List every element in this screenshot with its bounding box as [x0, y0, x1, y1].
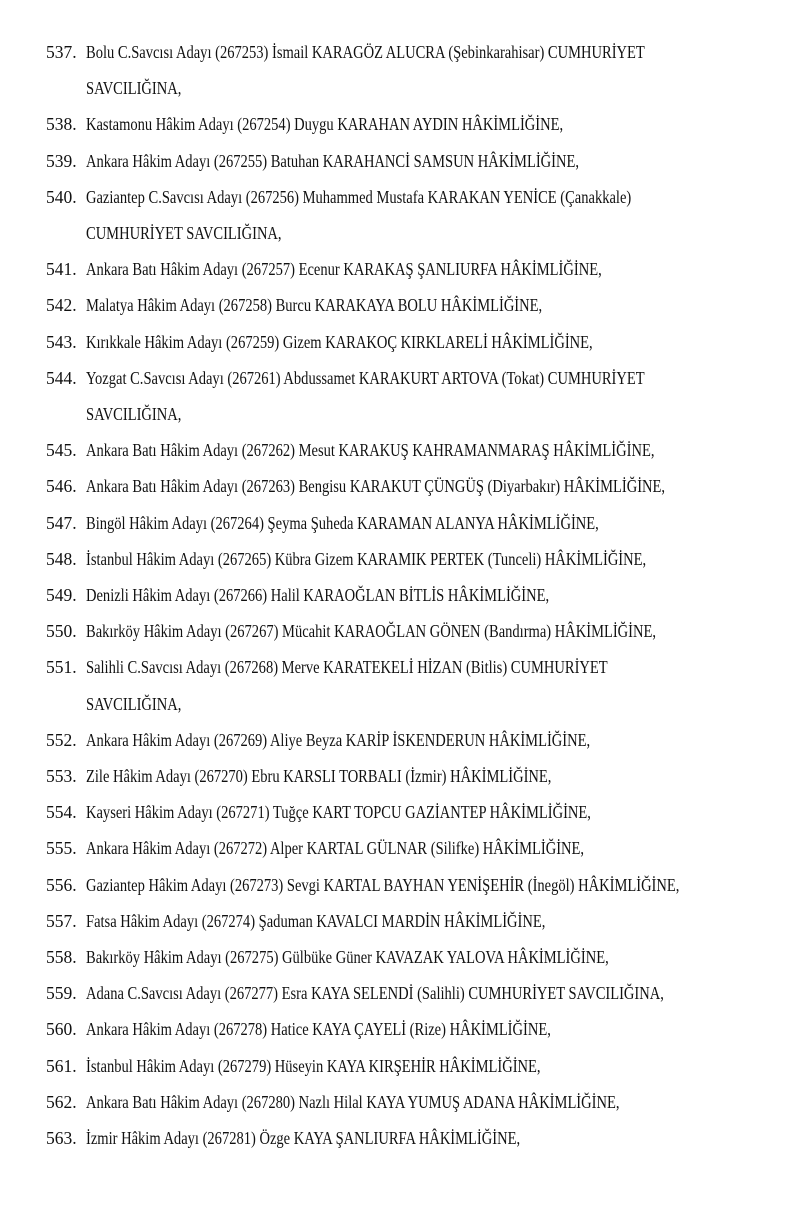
- item-number: 555.: [46, 838, 77, 859]
- item-text-line: Gaziantep Hâkim Adayı (267273) Sevgi KARTAL BAYHAN YENİŞEHİR (İnegöl) HÂKİMLİĞİNE,: [86, 874, 680, 895]
- item-text-line: Bingöl Hâkim Adayı (267264) Şeyma Şuheda KARAMAN ALANYA HÂKİMLİĞİNE,: [86, 512, 599, 533]
- item-number: 547.: [46, 512, 77, 533]
- item-text: [86, 1056, 659, 1076]
- item-number: 563.: [46, 1128, 77, 1148]
- item-text: [86, 332, 659, 352]
- item-number: 551.: [46, 657, 77, 678]
- item-number: 548.: [46, 548, 77, 569]
- item-text-line: Salihli C.Savcısı Adayı (267268) Merve KARATEKELİ HİZAN (Bitlis) CUMHURİYET: [86, 657, 608, 678]
- item-number: 559.: [46, 983, 77, 1004]
- item-number: 554.: [46, 802, 77, 823]
- item-text-line: Malatya Hâkim Adayı (267258) Burcu KARAKAYA BOLU HÂKİMLİĞİNE,: [86, 295, 543, 316]
- item-text: [86, 911, 659, 931]
- item-number: 540.: [46, 186, 77, 207]
- item-text: [86, 802, 659, 822]
- item-number: 542.: [46, 295, 77, 316]
- item-text: [86, 187, 659, 243]
- item-text: [86, 440, 659, 460]
- item-text-line: Fatsa Hâkim Adayı (267274) Şaduman KAVALCI MARDİN HÂKİMLİĞİNE,: [86, 910, 546, 931]
- item-number: 562.: [46, 1091, 77, 1112]
- item-text-line: Ankara Batı Hâkim Adayı (267257) Ecenur KARAKAŞ ŞANLIURFA HÂKİMLİĞİNE,: [86, 259, 602, 280]
- item-text-line: İstanbul Hâkim Adayı (267265) Kübra Gizem KARAMIK PERTEK (Tunceli) HÂKİMLİĞİNE,: [86, 548, 647, 569]
- item-text: [86, 947, 659, 967]
- item-text: [86, 838, 659, 858]
- item-number: 545.: [46, 440, 77, 461]
- item-text: [86, 259, 659, 279]
- item-number: 544.: [46, 367, 77, 388]
- item-number: 553.: [46, 766, 77, 786]
- item-number: 561.: [46, 1055, 77, 1076]
- item-number: 552.: [46, 729, 77, 750]
- item-text: [86, 1128, 659, 1148]
- item-text: [86, 476, 666, 497]
- item-text-line: Bakırköy Hâkim Adayı (267275) Gülbüke Güner KAVAZAK YALOVA HÂKİMLİĞİNE,: [86, 947, 609, 967]
- item-number: 557.: [46, 910, 77, 931]
- item-text: [86, 295, 659, 315]
- item-text: [86, 1092, 659, 1112]
- item-text-line: Ankara Batı Hâkim Adayı (267262) Mesut KARAKUŞ KAHRAMANMARAŞ HÂKİMLİĞİNE,: [86, 440, 655, 461]
- item-text-line: Kastamonu Hâkim Adayı (267254) Duygu KARAHAN AYDIN HÂKİMLİĞİNE,: [86, 114, 564, 135]
- item-text-line: Ankara Hâkim Adayı (267255) Batuhan KARAHANCİ SAMSUN HÂKİMLİĞİNE,: [86, 150, 579, 171]
- item-text-line: Gaziantep C.Savcısı Adayı (267256) Muhammed Mustafa KARAKAN YENİCE (Çanakkale): [86, 186, 632, 207]
- item-text-line: Bakırköy Hâkim Adayı (267267) Mücahit KARAOĞLAN GÖNEN (Bandırma) HÂKİMLİĞİNE,: [86, 621, 657, 642]
- item-text: [86, 513, 659, 533]
- item-text: [86, 1019, 659, 1039]
- item-text: [86, 983, 664, 1004]
- item-text: [86, 151, 659, 171]
- item-text-line: Zile Hâkim Adayı (267270) Ebru KARSLI TORBALI (İzmir) HÂKİMLİĞİNE,: [86, 766, 552, 786]
- item-number: 538.: [46, 114, 77, 135]
- item-text-line: Bolu C.Savcısı Adayı (267253) İsmail KARAGÖZ ALUCRA (Şebinkarahisar) CUMHURİYET: [86, 42, 645, 62]
- item-text: [86, 874, 680, 895]
- item-text-line: CUMHURİYET SAVCILIĞINA,: [86, 222, 282, 243]
- item-text-line: Yozgat C.Savcısı Adayı (267261) Abdussamet KARAKURT ARTOVA (Tokat) CUMHURİYET: [86, 367, 645, 388]
- item-text: [86, 42, 659, 98]
- item-text: [86, 585, 659, 605]
- item-number: 560.: [46, 1019, 77, 1040]
- item-number: 556.: [46, 874, 77, 895]
- item-number: 539.: [46, 150, 77, 171]
- item-text-line: İzmir Hâkim Adayı (267281) Özge KAYA ŞANLIURFA HÂKİMLİĞİNE,: [86, 1128, 521, 1148]
- item-number: 543.: [46, 331, 77, 352]
- item-number: 546.: [46, 476, 77, 497]
- item-text-line: Ankara Hâkim Adayı (267269) Aliye Beyza KARİP İSKENDERUN HÂKİMLİĞİNE,: [86, 729, 591, 750]
- item-number: 558.: [46, 947, 77, 967]
- item-text-line: Kayseri Hâkim Adayı (267271) Tuğçe KART TOPCU GAZİANTEP HÂKİMLİĞİNE,: [86, 802, 591, 823]
- item-text-line: SAVCILIĞINA,: [86, 403, 182, 424]
- item-text: [86, 114, 659, 134]
- item-text: [86, 730, 659, 750]
- item-text-line: Ankara Batı Hâkim Adayı (267280) Nazlı Hilal KAYA YUMUŞ ADANA HÂKİMLİĞİNE,: [86, 1091, 620, 1112]
- item-text-line: Ankara Hâkim Adayı (267278) Hatice KAYA ÇAYELİ (Rize) HÂKİMLİĞİNE,: [86, 1019, 551, 1040]
- item-text-line: Kırıkkale Hâkim Adayı (267259) Gizem KARAKOÇ KIRKLARELİ HÂKİMLİĞİNE,: [86, 331, 593, 352]
- item-text: [86, 621, 659, 641]
- item-number: 550.: [46, 621, 77, 642]
- item-text-line: İstanbul Hâkim Adayı (267279) Hüseyin KAYA KIRŞEHİR HÂKİMLİĞİNE,: [86, 1055, 541, 1076]
- item-text-line: Ankara Batı Hâkim Adayı (267263) Bengisu KARAKUT ÇÜNGÜŞ (Diyarbakır) HÂKİMLİĞİNE,: [86, 476, 666, 497]
- item-text: [86, 368, 659, 424]
- item-text-line: SAVCILIĞINA,: [86, 78, 182, 99]
- item-text-line: SAVCILIĞINA,: [86, 693, 182, 714]
- item-text: [86, 657, 659, 713]
- item-text: [86, 766, 659, 786]
- item-number: 549.: [46, 585, 77, 605]
- item-text-line: Ankara Hâkim Adayı (267272) Alper KARTAL GÜLNAR (Silifke) HÂKİMLİĞİNE,: [86, 838, 585, 859]
- item-text-line: Denizli Hâkim Adayı (267266) Halil KARAOĞLAN BİTLİS HÂKİMLİĞİNE,: [86, 585, 550, 605]
- item-number: 541.: [46, 259, 77, 280]
- item-number: 537.: [46, 42, 77, 62]
- item-text-line: Adana C.Savcısı Adayı (267277) Esra KAYA SELENDİ (Salihli) CUMHURİYET SAVCILIĞINA,: [86, 983, 664, 1004]
- item-text: [86, 549, 659, 569]
